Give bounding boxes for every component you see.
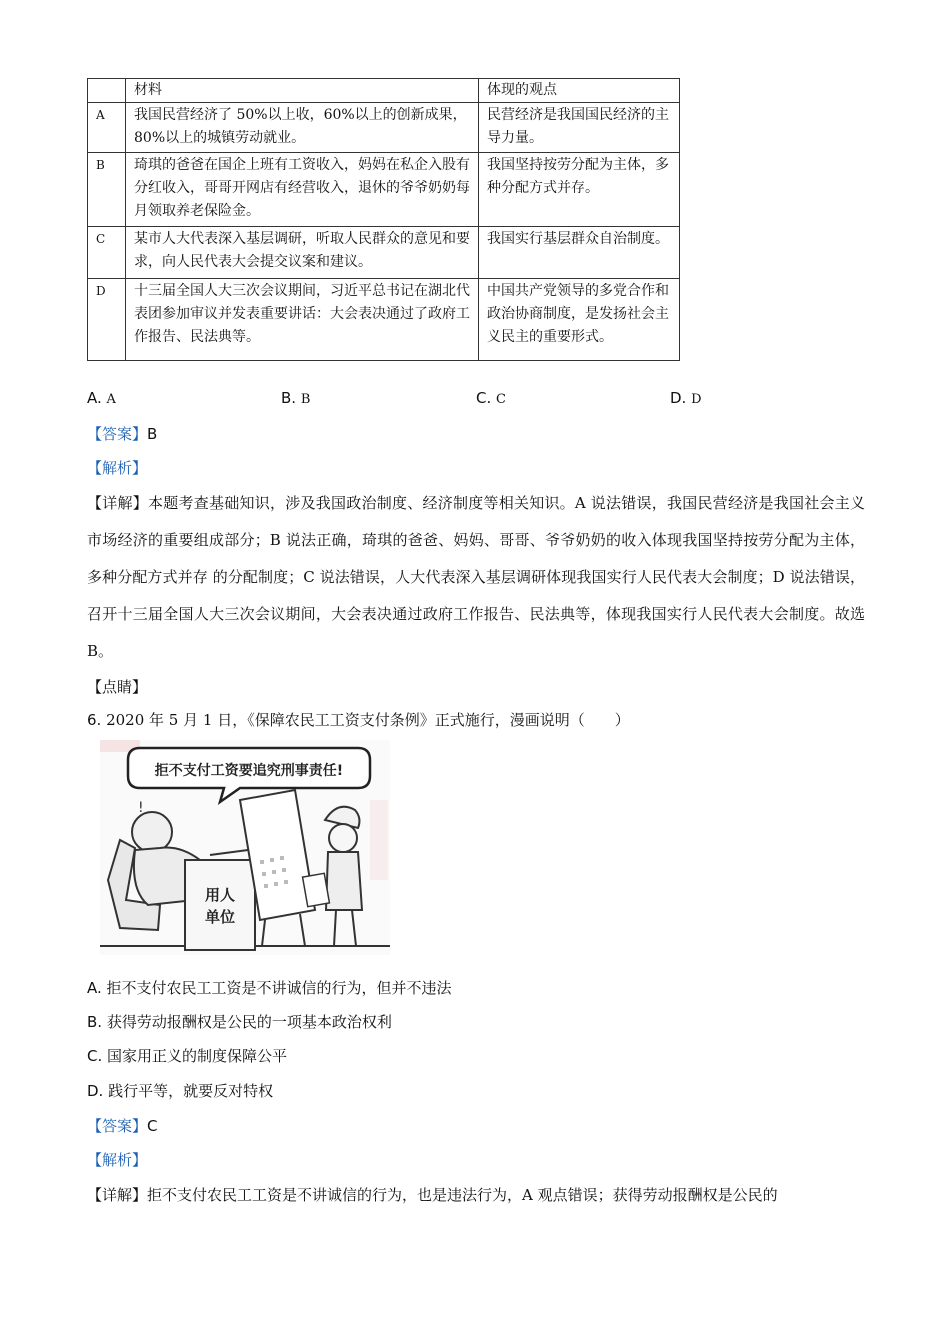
row-material: 十三届全国人大三次会议期间，习近平总书记在湖北代表团参加审议并发表重要讲话：大会表决通过了政府工作报告、民法典等。 — [126, 279, 479, 361]
detail-text: 拒不支付农民工工资是不讲诚信的行为，也是违法行为，A 观点错误；获得劳动报酬权是公民的 — [147, 1186, 778, 1204]
question-number: 6. — [87, 711, 102, 729]
row-view: 民营经济是我国国民经济的主导力量。 — [479, 103, 680, 153]
svg-text:!: ! — [138, 800, 144, 816]
worker-head — [329, 824, 357, 852]
q6-option-b: B. 获得劳动报酬权是公民的一项基本政治权利 — [87, 1013, 392, 1031]
answer-value: C — [147, 1117, 158, 1135]
detail-text: 本题考查基础知识，涉及我国政治制度、经济制度等相关知识。A 说法错误，我国民营经济是我国社会主义市场经济的重要组成部分；B 说法正确，琦琪的爸爸、妈妈、哥哥、爷爷奶奶的收入体现我国坚持按劳分配为主体，多种分配方式并存 的分配制度；C 说法错误，人大代表深入基层调研体现我国实行人民代表大会制度；D 说法错误，召开十三届全国人大三次会议期间，大会表决通过政府工作报告、民法典等，体现我国实行人民代表大会制度。故选 B。 — [87, 494, 865, 660]
row-material: 琦琪的爸爸在国企上班有工资收入，妈妈在私企入股有分红收入，哥哥开网店有经营收入，退休的爷爷奶奶每月领取养老保险金。 — [126, 153, 479, 227]
row-letter: D — [88, 279, 126, 361]
row-material: 我国民营经济了 50%以上收，60%以上的创新成果，80%以上的城镇劳动就业。 — [126, 103, 479, 153]
detail-tag: 【详解】 — [87, 1186, 148, 1204]
q5-dianjing-tag: 【点睛】 — [87, 678, 148, 696]
answer-value: B — [147, 425, 158, 443]
speech-bubble-text: 拒不支付工资要追究刑事责任! — [154, 763, 344, 779]
row-material: 某市人大代表深入基层调研，听取人民群众的意见和要求，向人民代表大会提交议案和建议。 — [126, 227, 479, 279]
table-header-material: 材料 — [126, 79, 479, 103]
table-header-blank — [88, 79, 126, 103]
row-letter: A — [88, 103, 126, 153]
q5-option-d: D. D — [670, 389, 702, 407]
q5-detail-paragraph — [87, 485, 865, 670]
q6-option-c: C. 国家用正义的制度保障公平 — [87, 1047, 288, 1065]
table-row — [88, 227, 680, 279]
material-table — [87, 78, 680, 361]
table-header-view: 体现的观点 — [479, 79, 680, 103]
q6-option-d: D. 践行平等，就要反对特权 — [87, 1082, 274, 1100]
row-letter: B — [88, 153, 126, 227]
answer-tag: 【答案】 — [87, 1117, 148, 1135]
row-view: 中国共产党领导的多党合作和政治协商制度，是发扬社会主义民主的重要形式。 — [479, 279, 680, 361]
table-header-row — [88, 79, 680, 103]
table-row — [88, 279, 680, 361]
row-view: 我国实行基层群众自治制度。 — [479, 227, 680, 279]
desk-box — [185, 860, 255, 950]
q5-answer-line — [87, 423, 157, 444]
detail-tag: 【详解】 — [87, 494, 148, 512]
row-view: 我国坚持按劳分配为主体，多种分配方式并存。 — [479, 153, 680, 227]
q6-detail-line — [87, 1184, 778, 1205]
answer-tag: 【答案】 — [87, 425, 148, 443]
q5-option-b: B. B — [281, 389, 311, 407]
q6-stem — [87, 709, 630, 730]
q6-analysis-tag: 【解析】 — [87, 1151, 148, 1169]
desk-label-line1: 用人 — [204, 886, 236, 904]
q5-analysis-tag: 【解析】 — [87, 459, 148, 477]
worker-body — [326, 852, 362, 910]
question-stem: 2020 年 5 月 1 日，《保障农民工工资支付条例》正式施行，漫画说明（ ） — [106, 711, 630, 729]
q6-option-a: A. 拒不支付农民工工资是不讲诚信的行为，但并不违法 — [87, 979, 452, 997]
q6-answer-line — [87, 1115, 158, 1136]
q5-options — [87, 389, 887, 411]
table-row — [88, 153, 680, 227]
q5-option-a: A. A — [87, 389, 116, 407]
q5-option-c: C. C — [476, 389, 506, 407]
row-letter: C — [88, 227, 126, 279]
desk-label-line2: 单位 — [204, 908, 236, 926]
table-row — [88, 103, 680, 153]
boss-head — [132, 812, 172, 852]
cartoon-image — [100, 740, 390, 955]
